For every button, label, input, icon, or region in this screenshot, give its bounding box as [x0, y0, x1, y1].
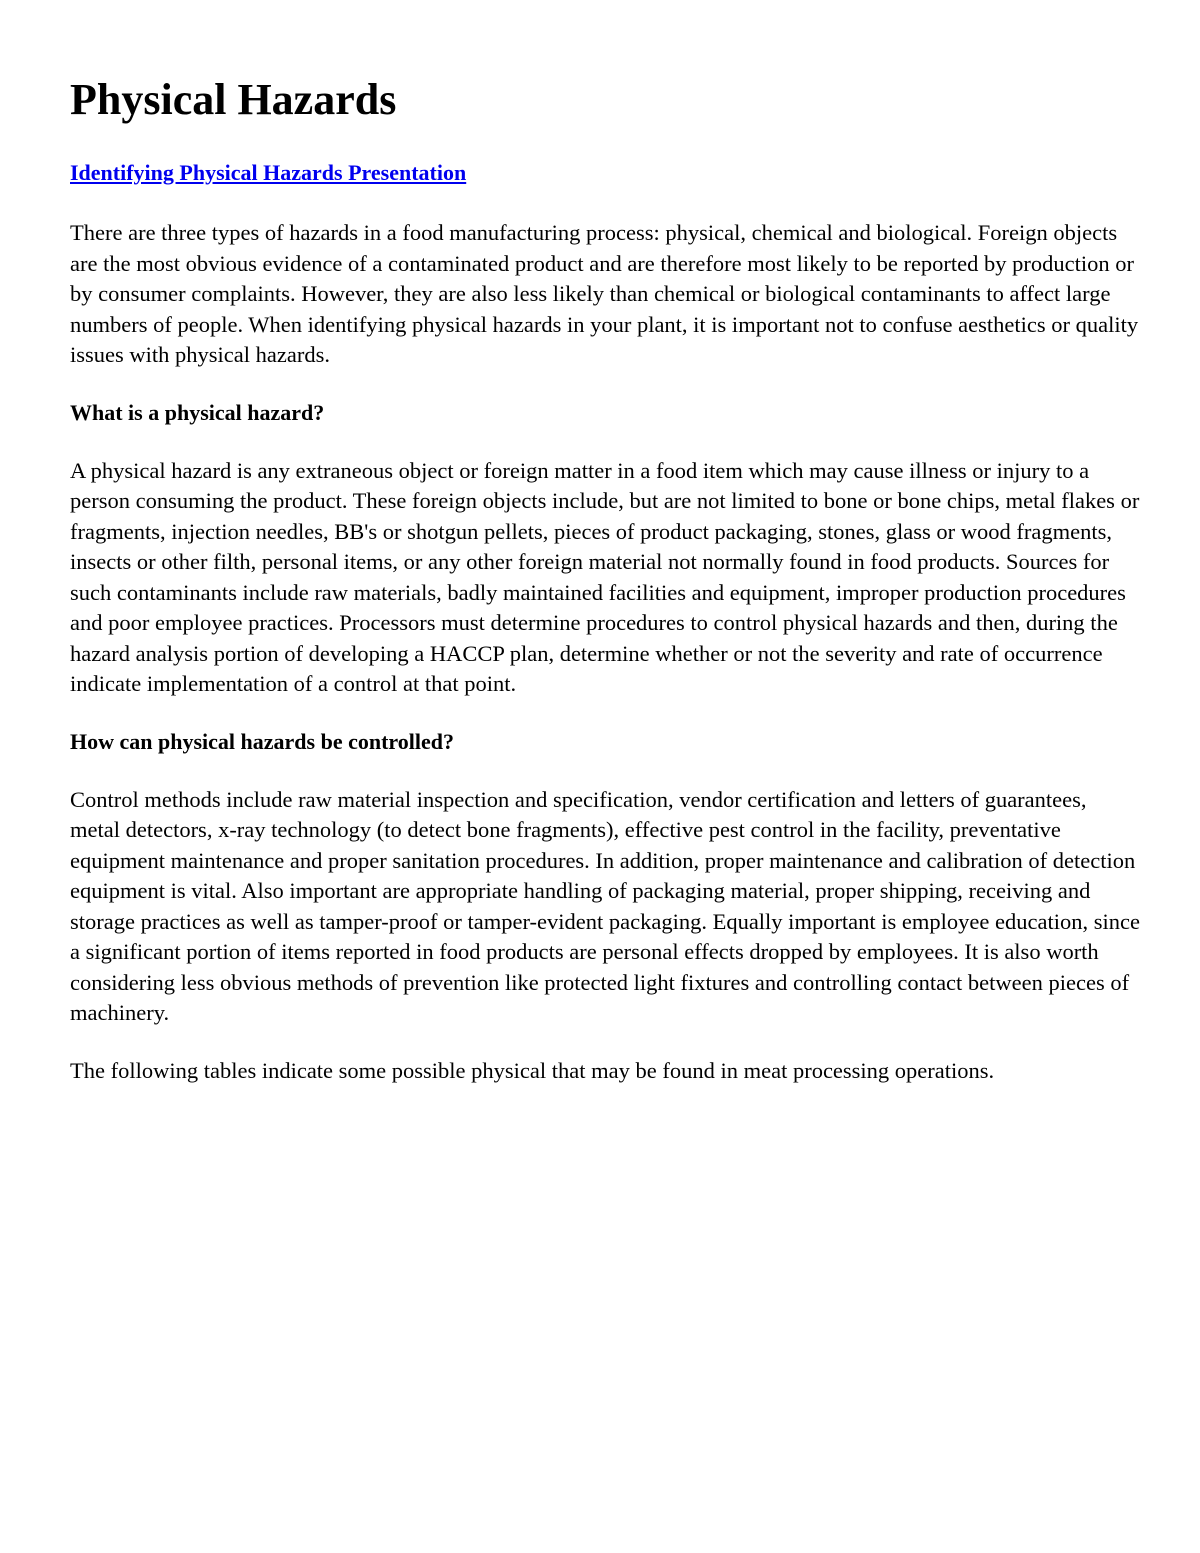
section-heading-what-is: What is a physical hazard?	[70, 399, 325, 425]
presentation-link[interactable]: Identifying Physical Hazards Presentation	[70, 160, 467, 185]
document-page	[70, 72, 1140, 1113]
control-methods-paragraph: Control methods include raw material inspection and specification, vendor certification and letters of guarantees, metal detectors, x-ray technology (to detect bone fragments), effective pest control in the facility, preventative equipment maintenance and proper sanitation procedures. In addition, proper maintenance and calibration of detection equipment is vital. Also important are appropriate handling of packaging material, proper shipping, receiving and storage practices as well as tamper-proof or tamper-evident packaging. Equally important is employee education, since a significant portion of items reported in food products are personal effects dropped by employees. It is also worth considering less obvious methods of prevention like protected light fixtures and controlling contact between pieces of machinery.	[70, 786, 1140, 1025]
intro-paragraph: There are three types of hazards in a food manufacturing process: physical, chemical and biological. Foreign objects are the most obvious evidence of a contaminated product and are therefore most likely to be reported by production or by consumer complaints. However, they are also less likely than chemical or biological contaminants to affect large numbers of people. When identifying physical hazards in your plant, it is important not to confuse aesthetics or quality issues with physical hazards.	[70, 220, 1139, 367]
page-title: Physical Hazards	[70, 75, 397, 124]
definition-paragraph: A physical hazard is any extraneous object or foreign matter in a food item which may cause illness or injury to a person consuming the product. These foreign objects include, but are not limited to bone or bone chips, metal flakes or fragments, injection needles, BB's or shotgun pellets, pieces of product packaging, stones, glass or wood fragments, insects or other filth, personal items, or any other foreign material not normally found in food products. Sources for such contaminants include raw materials, badly maintained facilities and equipment, improper production procedures and poor employee practices. Processors must determine procedures to control physical hazards and then, during the hazard analysis portion of developing a HACCP plan, determine whether or not the severity and rate of occurrence indicate implementation of a control at that point.	[70, 457, 1140, 696]
tables-intro-paragraph: The following tables indicate some possible physical that may be found in meat processing operations.	[70, 1057, 995, 1083]
section-heading-control: How can physical hazards be controlled?	[70, 728, 455, 754]
